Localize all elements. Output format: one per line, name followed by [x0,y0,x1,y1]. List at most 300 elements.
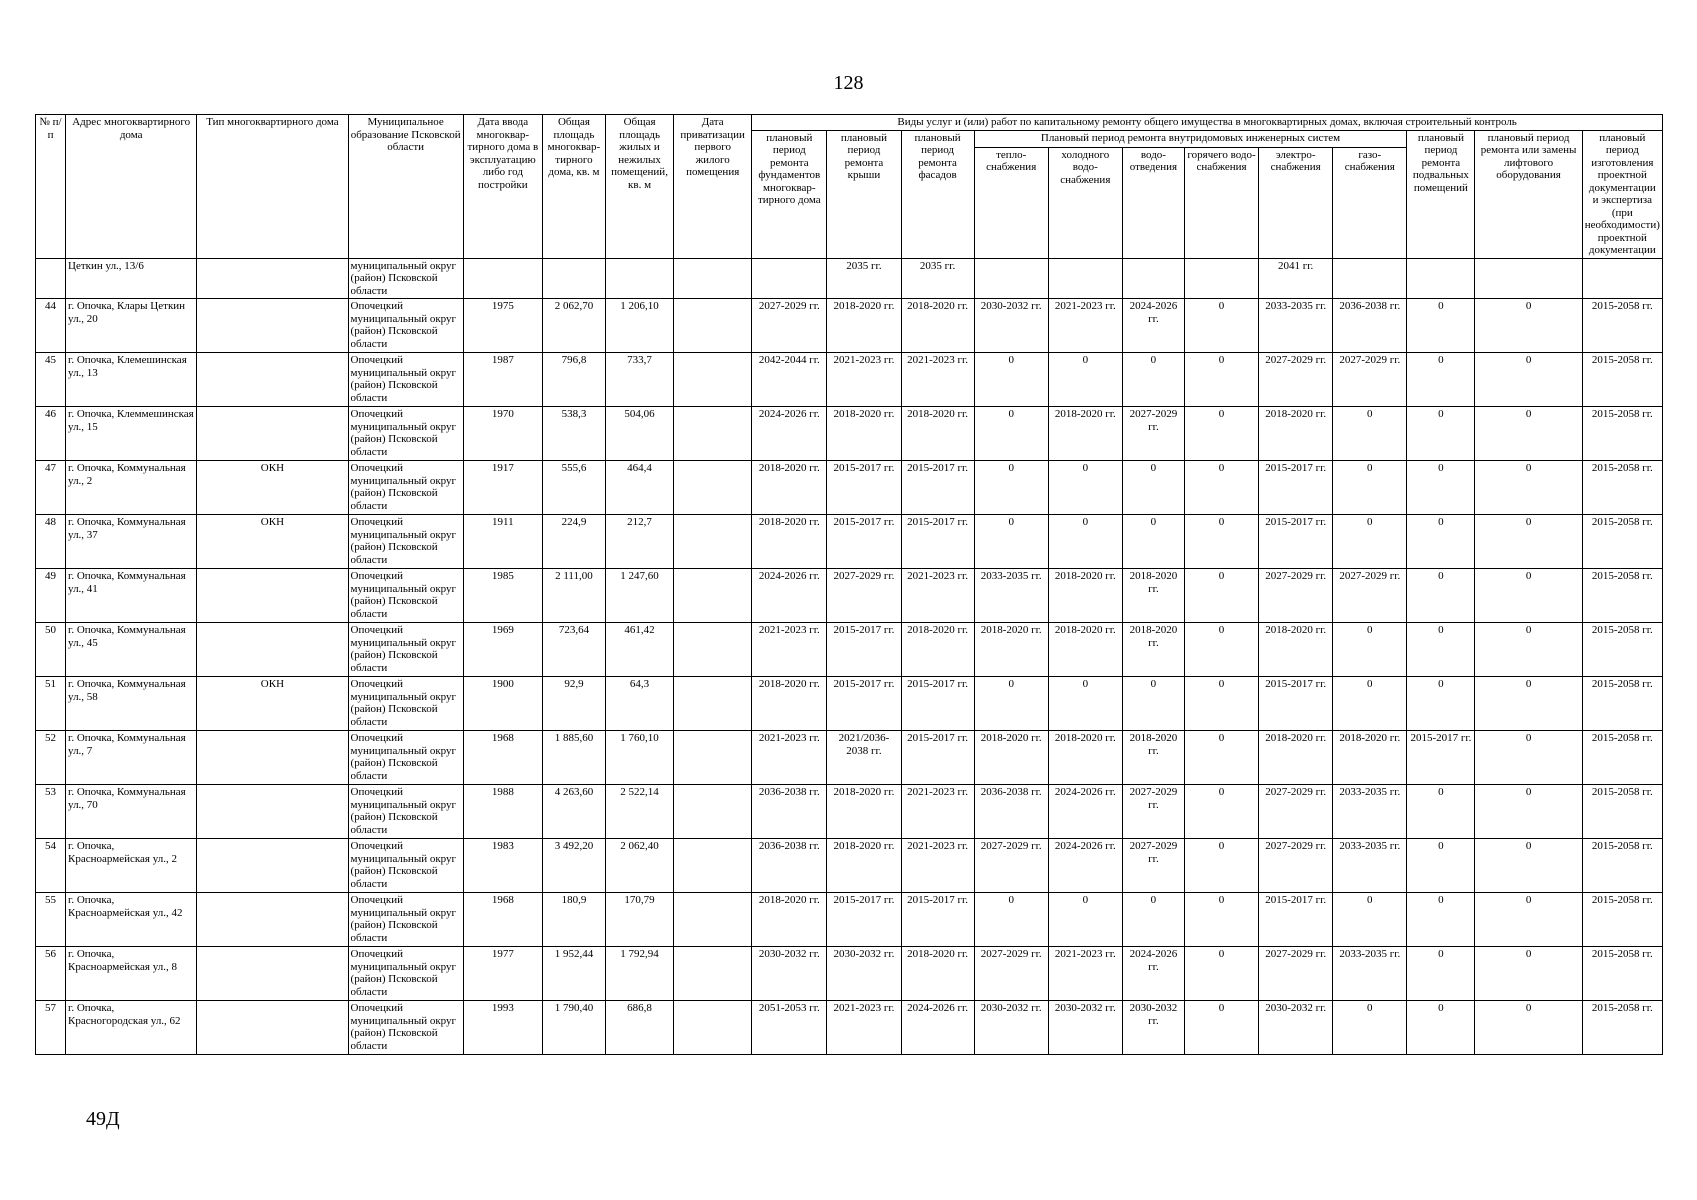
cell-living-area: 1 760,10 [606,731,674,785]
cell-roof: 2021-2023 гг. [827,1001,901,1055]
cell-electricity: 2027-2029 гг. [1259,353,1333,407]
cell-year: 1988 [463,785,542,839]
cell-basement: 0 [1407,677,1475,731]
col-foundation-header: плановый период ремонта фундаментов многоквар-тирного дома [752,130,827,258]
col-hot-water-header: горячего водо-снабжения [1184,147,1258,258]
cell-electricity: 2015-2017 гг. [1259,893,1333,947]
table-row [36,623,1663,677]
cell-gas: 0 [1333,515,1407,569]
cell-total-area: 180,9 [542,893,605,947]
cell-row-number: 49 [36,569,66,623]
col-type-header: Тип многоквартирного дома [197,115,348,259]
cell-hot-water: 0 [1184,1001,1258,1055]
col-heat-header: тепло-снабжения [974,147,1048,258]
cell-design: 2015-2058 гг. [1582,677,1662,731]
cell-total-area: 92,9 [542,677,605,731]
cell-design: 2015-2058 гг. [1582,461,1662,515]
cell-gas: 2036-2038 гг. [1333,299,1407,353]
cell-cold-water: 0 [1048,515,1122,569]
table-row [36,515,1663,569]
cell-gas: 0 [1333,623,1407,677]
cell-foundation: 2036-2038 гг. [752,839,827,893]
col-gas-header: газо-снабжения [1333,147,1407,258]
cell-facade: 2015-2017 гг. [901,515,974,569]
cell-total-area: 2 062,70 [542,299,605,353]
cell-drainage: 2018-2020 гг. [1122,731,1184,785]
cell-heat: 2036-2038 гг. [974,785,1048,839]
cell-drainage: 0 [1122,461,1184,515]
cell-elevator: 0 [1475,461,1582,515]
continuation-row [36,258,1663,299]
cell-row-number: 51 [36,677,66,731]
cell-privatization [674,731,752,785]
cell-living-area: 733,7 [606,353,674,407]
cell-municipality: Опочецкий муниципальный округ (район) Псковской области [348,839,463,893]
cell-cold-water: 0 [1048,353,1122,407]
cell-elevator: 0 [1475,785,1582,839]
cell-year: 1968 [463,731,542,785]
table-row [36,785,1663,839]
cell-gas: 2033-2035 гг. [1333,947,1407,1001]
cell-house-type [197,569,348,623]
cell-design: 2015-2058 гг. [1582,839,1662,893]
col-electricity-header: электро-снабжения [1259,147,1333,258]
cell-total-area: 224,9 [542,515,605,569]
cell-heat: 2027-2029 гг. [974,947,1048,1001]
table-row [36,893,1663,947]
cont-municipality: муниципальный округ (район) Псковской области [348,258,463,299]
cell-house-type: ОКН [197,515,348,569]
cell-basement: 0 [1407,299,1475,353]
cell-cold-water: 2018-2020 гг. [1048,569,1122,623]
cell-elevator: 0 [1475,839,1582,893]
cell-facade: 2021-2023 гг. [901,353,974,407]
col-basement-header: плановый период ремонта подвальных помещений [1407,130,1475,258]
cell-electricity: 2027-2029 гг. [1259,569,1333,623]
cell-heat: 0 [974,893,1048,947]
table-row [36,353,1663,407]
cell-living-area: 212,7 [606,515,674,569]
cell-facade: 2015-2017 гг. [901,677,974,731]
cell-drainage: 0 [1122,893,1184,947]
cell-drainage: 2018-2020 гг. [1122,569,1184,623]
cell-house-type [197,623,348,677]
cell-row-number: 53 [36,785,66,839]
col-elevator-header: плановый период ремонта или замены лифтового оборудования [1475,130,1582,258]
cell-design: 2015-2058 гг. [1582,893,1662,947]
cell-living-area: 686,8 [606,1001,674,1055]
cell-municipality: Опочецкий муниципальный округ (район) Псковской области [348,407,463,461]
footer-code: 49Д [86,1108,120,1130]
cell-house-type [197,947,348,1001]
cell-electricity: 2027-2029 гг. [1259,785,1333,839]
cell-drainage: 0 [1122,353,1184,407]
cell-hot-water: 0 [1184,353,1258,407]
cell-drainage: 2027-2029 гг. [1122,785,1184,839]
cell-electricity: 2027-2029 гг. [1259,947,1333,1001]
cell-cold-water: 0 [1048,461,1122,515]
cell-facade: 2018-2020 гг. [901,407,974,461]
cell-year: 1917 [463,461,542,515]
cell-privatization [674,677,752,731]
cell-year: 1968 [463,893,542,947]
cell-roof: 2015-2017 гг. [827,893,901,947]
cell-facade: 2015-2017 гг. [901,731,974,785]
col-municipality-header: Муниципальное образование Псковской области [348,115,463,259]
cell-design: 2015-2058 гг. [1582,785,1662,839]
cell-hot-water: 0 [1184,677,1258,731]
cell-foundation: 2018-2020 гг. [752,515,827,569]
cell-living-area: 2 062,40 [606,839,674,893]
cell-electricity: 2015-2017 гг. [1259,677,1333,731]
cell-basement: 0 [1407,1001,1475,1055]
cell-elevator: 0 [1475,1001,1582,1055]
table-row [36,569,1663,623]
cell-house-type: ОКН [197,461,348,515]
cell-electricity: 2018-2020 гг. [1259,731,1333,785]
cell-heat: 0 [974,461,1048,515]
cell-roof: 2018-2020 гг. [827,407,901,461]
table-row [36,839,1663,893]
cell-house-type: ОКН [197,677,348,731]
works-group-header: Виды услуг и (или) работ по капитальному ремонту общего имущества в многоквартирных домах, включая строительный контроль [752,115,1663,131]
cell-roof: 2021/2036-2038 гг. [827,731,901,785]
cell-design: 2015-2058 гг. [1582,299,1662,353]
cell-municipality: Опочецкий муниципальный округ (район) Псковской области [348,785,463,839]
cell-basement: 0 [1407,947,1475,1001]
cell-design: 2015-2058 гг. [1582,731,1662,785]
cell-row-number: 50 [36,623,66,677]
cell-privatization [674,623,752,677]
cell-privatization [674,569,752,623]
table-row [36,731,1663,785]
cell-cold-water: 2024-2026 гг. [1048,839,1122,893]
cell-living-area: 1 792,94 [606,947,674,1001]
cell-roof: 2015-2017 гг. [827,623,901,677]
cell-address: г. Опочка, Коммунальная ул., 70 [66,785,197,839]
cell-house-type [197,785,348,839]
cell-foundation: 2051-2053 гг. [752,1001,827,1055]
cell-heat: 0 [974,407,1048,461]
cell-year: 1975 [463,299,542,353]
table-row [36,677,1663,731]
cell-drainage: 2027-2029 гг. [1122,407,1184,461]
cell-address: г. Опочка, Коммунальная ул., 41 [66,569,197,623]
cell-cold-water: 2018-2020 гг. [1048,731,1122,785]
cell-house-type [197,839,348,893]
col-drainage-header: водо-отведения [1122,147,1184,258]
cell-address: г. Опочка, Красноармейская ул., 2 [66,839,197,893]
cell-hot-water: 0 [1184,569,1258,623]
engineering-group-header: Плановый период ремонта внутридомовых инженерных систем [974,130,1407,147]
cell-house-type [197,407,348,461]
cell-living-area: 464,4 [606,461,674,515]
cell-house-type [197,1001,348,1055]
cell-year: 1970 [463,407,542,461]
cell-row-number: 47 [36,461,66,515]
page-number: 128 [833,72,864,94]
cell-living-area: 64,3 [606,677,674,731]
cell-hot-water: 0 [1184,623,1258,677]
col-roof-header: плановый период ремонта крыши [827,130,901,258]
cell-hot-water: 0 [1184,947,1258,1001]
cell-design: 2015-2058 гг. [1582,353,1662,407]
cell-drainage: 2030-2032 гг. [1122,1001,1184,1055]
cell-roof: 2030-2032 гг. [827,947,901,1001]
col-living-area-header: Общая площадь жилых и нежилых помещений, кв. м [606,115,674,259]
cell-year: 1977 [463,947,542,1001]
cell-elevator: 0 [1475,515,1582,569]
table-row [36,299,1663,353]
cell-year: 1969 [463,623,542,677]
cell-foundation: 2027-2029 гг. [752,299,827,353]
cell-total-area: 1 885,60 [542,731,605,785]
cell-elevator: 0 [1475,353,1582,407]
cell-year: 1900 [463,677,542,731]
cell-basement: 0 [1407,893,1475,947]
cell-roof: 2015-2017 гг. [827,515,901,569]
cell-total-area: 3 492,20 [542,839,605,893]
cell-house-type [197,893,348,947]
cell-row-number: 57 [36,1001,66,1055]
cell-heat: 2018-2020 гг. [974,731,1048,785]
cell-electricity: 2015-2017 гг. [1259,461,1333,515]
cell-row-number: 55 [36,893,66,947]
cell-drainage: 2018-2020 гг. [1122,623,1184,677]
cell-address: г. Опочка, Коммунальная ул., 45 [66,623,197,677]
cell-facade: 2018-2020 гг. [901,623,974,677]
cell-year: 1993 [463,1001,542,1055]
cell-gas: 0 [1333,407,1407,461]
cell-elevator: 0 [1475,893,1582,947]
table-row [36,407,1663,461]
cell-hot-water: 0 [1184,515,1258,569]
cell-electricity: 2033-2035 гг. [1259,299,1333,353]
cell-foundation: 2030-2032 гг. [752,947,827,1001]
cell-privatization [674,299,752,353]
cell-basement: 0 [1407,461,1475,515]
cell-roof: 2018-2020 гг. [827,839,901,893]
cell-foundation: 2021-2023 гг. [752,623,827,677]
capital-repair-table [35,114,1663,1055]
cont-roof: 2035 гг. [827,258,901,299]
cell-heat: 2030-2032 гг. [974,1001,1048,1055]
cell-drainage: 0 [1122,677,1184,731]
cell-living-area: 504,06 [606,407,674,461]
cell-foundation: 2024-2026 гг. [752,407,827,461]
col-facade-header: плановый период ремонта фасадов [901,130,974,258]
header-row-1 [36,115,1663,131]
cell-roof: 2027-2029 гг. [827,569,901,623]
cell-gas: 2018-2020 гг. [1333,731,1407,785]
cell-address: г. Опочка, Коммунальная ул., 7 [66,731,197,785]
cell-basement: 0 [1407,623,1475,677]
cell-basement: 2015-2017 гг. [1407,731,1475,785]
cell-house-type [197,731,348,785]
cell-design: 2015-2058 гг. [1582,569,1662,623]
cell-row-number: 45 [36,353,66,407]
cell-living-area: 1 206,10 [606,299,674,353]
cell-municipality: Опочецкий муниципальный округ (район) Псковской области [348,353,463,407]
cell-elevator: 0 [1475,947,1582,1001]
cell-hot-water: 0 [1184,839,1258,893]
cell-privatization [674,1001,752,1055]
cont-facade: 2035 гг. [901,258,974,299]
cell-address: г. Опочка, Красногородская ул., 62 [66,1001,197,1055]
cell-facade: 2021-2023 гг. [901,839,974,893]
cell-living-area: 170,79 [606,893,674,947]
cell-gas: 0 [1333,677,1407,731]
cell-year: 1985 [463,569,542,623]
cell-facade: 2024-2026 гг. [901,1001,974,1055]
cell-cold-water: 2024-2026 гг. [1048,785,1122,839]
cell-municipality: Опочецкий муниципальный округ (район) Псковской области [348,947,463,1001]
cell-electricity: 2018-2020 гг. [1259,623,1333,677]
cell-row-number: 56 [36,947,66,1001]
cell-foundation: 2021-2023 гг. [752,731,827,785]
cell-drainage: 2024-2026 гг. [1122,947,1184,1001]
cell-drainage: 2027-2029 гг. [1122,839,1184,893]
cell-hot-water: 0 [1184,731,1258,785]
cell-gas: 2027-2029 гг. [1333,569,1407,623]
cell-hot-water: 0 [1184,407,1258,461]
cell-electricity: 2015-2017 гг. [1259,515,1333,569]
cell-living-area: 1 247,60 [606,569,674,623]
cell-cold-water: 2021-2023 гг. [1048,299,1122,353]
col-num-header: № п/п [36,115,66,259]
cell-year: 1987 [463,353,542,407]
cell-basement: 0 [1407,353,1475,407]
cell-house-type [197,299,348,353]
col-total-area-header: Общая площадь многоквар-тирного дома, кв. м [542,115,605,259]
col-cold-water-header: холодного водо-снабжения [1048,147,1122,258]
table-row [36,1001,1663,1055]
cell-elevator: 0 [1475,299,1582,353]
cell-cold-water: 2018-2020 гг. [1048,623,1122,677]
cell-total-area: 1 952,44 [542,947,605,1001]
cell-address: г. Опочка, Коммунальная ул., 2 [66,461,197,515]
cell-cold-water: 0 [1048,893,1122,947]
cell-roof: 2015-2017 гг. [827,677,901,731]
cell-total-area: 538,3 [542,407,605,461]
cell-total-area: 4 263,60 [542,785,605,839]
cell-address: г. Опочка, Красноармейская ул., 42 [66,893,197,947]
cell-facade: 2018-2020 гг. [901,947,974,1001]
col-design-header: плановый период изготовления проектной документации и экспертиза (при необходимости) проектной документации [1582,130,1662,258]
cell-house-type [197,353,348,407]
cell-privatization [674,353,752,407]
cell-municipality: Опочецкий муниципальный округ (район) Псковской области [348,677,463,731]
cell-drainage: 2024-2026 гг. [1122,299,1184,353]
cell-heat: 0 [974,515,1048,569]
cell-address: г. Опочка, Клемешинская ул., 13 [66,353,197,407]
cell-foundation: 2018-2020 гг. [752,461,827,515]
cell-facade: 2015-2017 гг. [901,461,974,515]
cell-hot-water: 0 [1184,785,1258,839]
cell-elevator: 0 [1475,407,1582,461]
table-row [36,461,1663,515]
cell-municipality: Опочецкий муниципальный округ (район) Псковской области [348,1001,463,1055]
cell-roof: 2015-2017 гг. [827,461,901,515]
cell-foundation: 2018-2020 гг. [752,677,827,731]
cell-row-number: 48 [36,515,66,569]
cell-design: 2015-2058 гг. [1582,623,1662,677]
cell-address: г. Опочка, Клеммешинская ул., 15 [66,407,197,461]
cell-facade: 2018-2020 гг. [901,299,974,353]
cell-cold-water: 2021-2023 гг. [1048,947,1122,1001]
cell-heat: 2033-2035 гг. [974,569,1048,623]
cell-elevator: 0 [1475,731,1582,785]
cell-roof: 2021-2023 гг. [827,353,901,407]
cell-basement: 0 [1407,785,1475,839]
cell-municipality: Опочецкий муниципальный округ (район) Псковской области [348,623,463,677]
cell-roof: 2018-2020 гг. [827,299,901,353]
cell-row-number: 44 [36,299,66,353]
col-date-header: Дата ввода многоквар-тирного дома в эксплуатацию либо год постройки [463,115,542,259]
cell-gas: 0 [1333,893,1407,947]
cell-gas: 0 [1333,461,1407,515]
cell-foundation: 2024-2026 гг. [752,569,827,623]
cell-year: 1983 [463,839,542,893]
cell-design: 2015-2058 гг. [1582,947,1662,1001]
cell-privatization [674,893,752,947]
cell-address: г. Опочка, Коммунальная ул., 58 [66,677,197,731]
cell-elevator: 0 [1475,623,1582,677]
cell-total-area: 723,64 [542,623,605,677]
cell-total-area: 1 790,40 [542,1001,605,1055]
cell-hot-water: 0 [1184,893,1258,947]
cell-elevator: 0 [1475,569,1582,623]
cell-cold-water: 0 [1048,677,1122,731]
cell-privatization [674,407,752,461]
cell-privatization [674,785,752,839]
cell-municipality: Опочецкий муниципальный округ (район) Псковской области [348,299,463,353]
cell-row-number: 54 [36,839,66,893]
cont-address: Цеткин ул., 13/6 [66,258,197,299]
cell-drainage: 0 [1122,515,1184,569]
cell-basement: 0 [1407,515,1475,569]
cell-electricity: 2030-2032 гг. [1259,1001,1333,1055]
cell-municipality: Опочецкий муниципальный округ (район) Псковской области [348,461,463,515]
cell-municipality: Опочецкий муниципальный округ (район) Псковской области [348,515,463,569]
cell-design: 2015-2058 гг. [1582,407,1662,461]
cell-privatization [674,839,752,893]
cell-electricity: 2018-2020 гг. [1259,407,1333,461]
cell-hot-water: 0 [1184,461,1258,515]
cell-living-area: 2 522,14 [606,785,674,839]
cell-address: г. Опочка, Коммунальная ул., 37 [66,515,197,569]
table-row [36,947,1663,1001]
cell-roof: 2018-2020 гг. [827,785,901,839]
cell-gas: 0 [1333,1001,1407,1055]
cell-municipality: Опочецкий муниципальный округ (район) Псковской области [348,893,463,947]
col-privatization-header: Дата приватизации первого жилого помещения [674,115,752,259]
cell-gas: 2033-2035 гг. [1333,785,1407,839]
cell-municipality: Опочецкий муниципальный округ (район) Псковской области [348,731,463,785]
cell-heat: 0 [974,353,1048,407]
cell-living-area: 461,42 [606,623,674,677]
cell-hot-water: 0 [1184,299,1258,353]
cell-total-area: 555,6 [542,461,605,515]
cell-basement: 0 [1407,839,1475,893]
cell-facade: 2021-2023 гг. [901,785,974,839]
cell-municipality: Опочецкий муниципальный округ (район) Псковской области [348,569,463,623]
cell-heat: 0 [974,677,1048,731]
cell-privatization [674,947,752,1001]
cell-cold-water: 2018-2020 гг. [1048,407,1122,461]
cell-privatization [674,515,752,569]
cell-foundation: 2036-2038 гг. [752,785,827,839]
